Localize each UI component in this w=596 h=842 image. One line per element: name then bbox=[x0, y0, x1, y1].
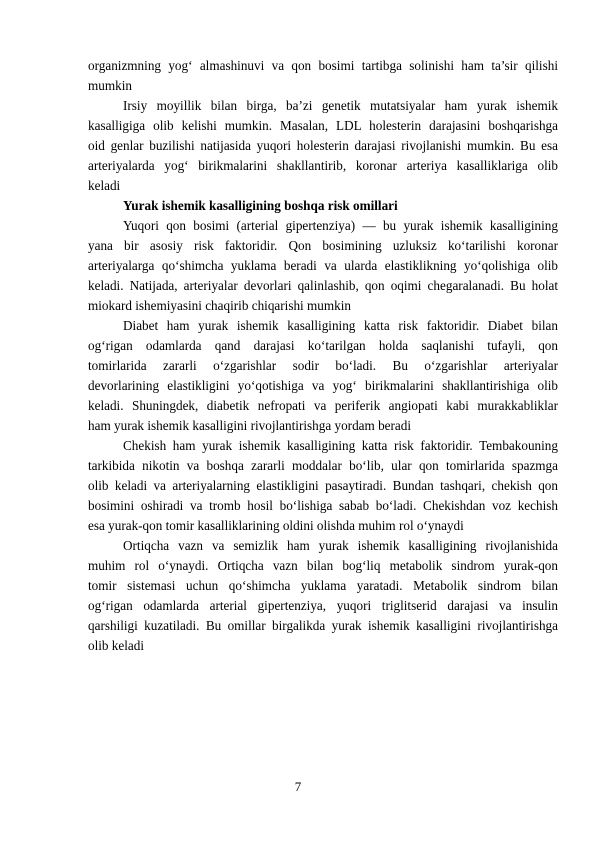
text-line: mumkin bbox=[88, 78, 132, 93]
text-line: keladi. Shuningdek, diabetik nefropati va periferik angiopati kabi murakkabliklar bbox=[88, 398, 558, 413]
text-line: arteriyalarda yog‘ birikmalarini shakllantirib, koronar arteriya kasalliklariga olib bbox=[88, 158, 558, 173]
page-number: 7 bbox=[294, 779, 302, 794]
text-line: Diabet ham yurak ishemik kasalligining katta risk faktoridir. Diabet bilan bbox=[123, 318, 558, 333]
text-line: devorlarining elastikligini yo‘qotishiga va yog‘ birikmalarini shakllantirishiga olib bbox=[88, 378, 558, 393]
text-line: miokard ishemiyasini chaqirib chiqarishi mumkin bbox=[88, 298, 351, 313]
document-page bbox=[88, 56, 558, 656]
text-line: tomirlarida zararli o‘zgarishlar sodir bo‘ladi. Bu o‘zgarishlar arteriyalar bbox=[88, 358, 558, 373]
text-line: Ortiqcha vazn va semizlik ham yurak ishemik kasalligining rivojlanishida bbox=[123, 538, 558, 553]
text-line: keladi bbox=[88, 178, 121, 193]
text-line: ham yurak ishemik kasalligini rivojlantirishga yordam beradi bbox=[88, 418, 412, 433]
text-line: keladi. Natijada, arteriyalar devorlari qalinlashib, qon oqimi chegaralanadi. Bu holat bbox=[88, 278, 558, 293]
paragraph-continuation bbox=[88, 56, 558, 96]
text-line: Irsiy moyillik bilan birga, ba’zi genetik mutatsiyalar ham yurak ishemik bbox=[123, 98, 558, 113]
text-line: olib keladi bbox=[88, 638, 145, 653]
paragraph-hypertension bbox=[88, 216, 558, 316]
section-heading bbox=[88, 196, 558, 216]
text-line: organizmning yog‘ almashinuvi va qon bosimi tartibga solinishi ham ta’sir qilishi bbox=[88, 58, 558, 73]
text-line: yana bir asosiy risk faktoridir. Qon bosimining uzluksiz ko‘tarilishi koronar bbox=[88, 238, 558, 253]
text-line: og‘rigan odamlarda qand darajasi ko‘tarilgan holda saqlanishi tufayli, qon bbox=[88, 338, 558, 353]
text-line: qarshiligi kuzatiladi. Bu omillar birgalikda yurak ishemik kasalligini rivojlantirishga bbox=[88, 618, 558, 633]
paragraph-obesity bbox=[88, 536, 558, 656]
paragraph-smoking bbox=[88, 436, 558, 536]
text-line: Chekish ham yurak ishemik kasalligining katta risk faktoridir. Tembakouning bbox=[123, 438, 558, 453]
text-line: tarkibida nikotin va boshqa zararli moddalar bo‘lib, ular qon tomirlarida spazmga bbox=[88, 458, 558, 473]
paragraph-diabetes bbox=[88, 316, 558, 436]
text-line: esa yurak-qon tomir kasalliklarining oldini olishda muhim rol o‘ynaydi bbox=[88, 518, 464, 533]
text-line: bosimini oshiradi va tromb hosil bo‘lishiga sabab bo‘ladi. Chekishdan voz kechish bbox=[88, 498, 558, 513]
text-line: kasalligiga olib kelishi mumkin. Masalan, LDL holesterin darajasini boshqarishga bbox=[88, 118, 558, 133]
heading-text: Yurak ishemik kasalligining boshqa risk omillari bbox=[123, 198, 398, 213]
text-line: arteriyalarga qo‘shimcha yuklama beradi va ularda elastiklikning yo‘qolishiga olib bbox=[88, 258, 558, 273]
text-line: olib keladi va arteriyalarning elastikligini pasaytiradi. Bundan tashqari, chekish qon bbox=[88, 478, 558, 493]
text-line: Yuqori qon bosimi (arterial gipertenziya) — bu yurak ishemik kasalligining bbox=[123, 218, 558, 233]
text-line: muhim rol o‘ynaydi. Ortiqcha vazn bilan bog‘liq metabolik sindrom yurak-qon bbox=[88, 558, 558, 573]
text-line: og‘rigan odamlarda arterial gipertenziya, yuqori triglitserid darajasi va insulin bbox=[88, 598, 558, 613]
text-line: oid genlar buzilishi natijasida yuqori holesterin darajasi rivojlanishi mumkin. Bu esa bbox=[88, 138, 558, 153]
paragraph-genetics bbox=[88, 96, 558, 196]
text-line: tomir sistemasi uchun qo‘shimcha yuklama yaratadi. Metabolik sindrom bilan bbox=[88, 578, 558, 593]
